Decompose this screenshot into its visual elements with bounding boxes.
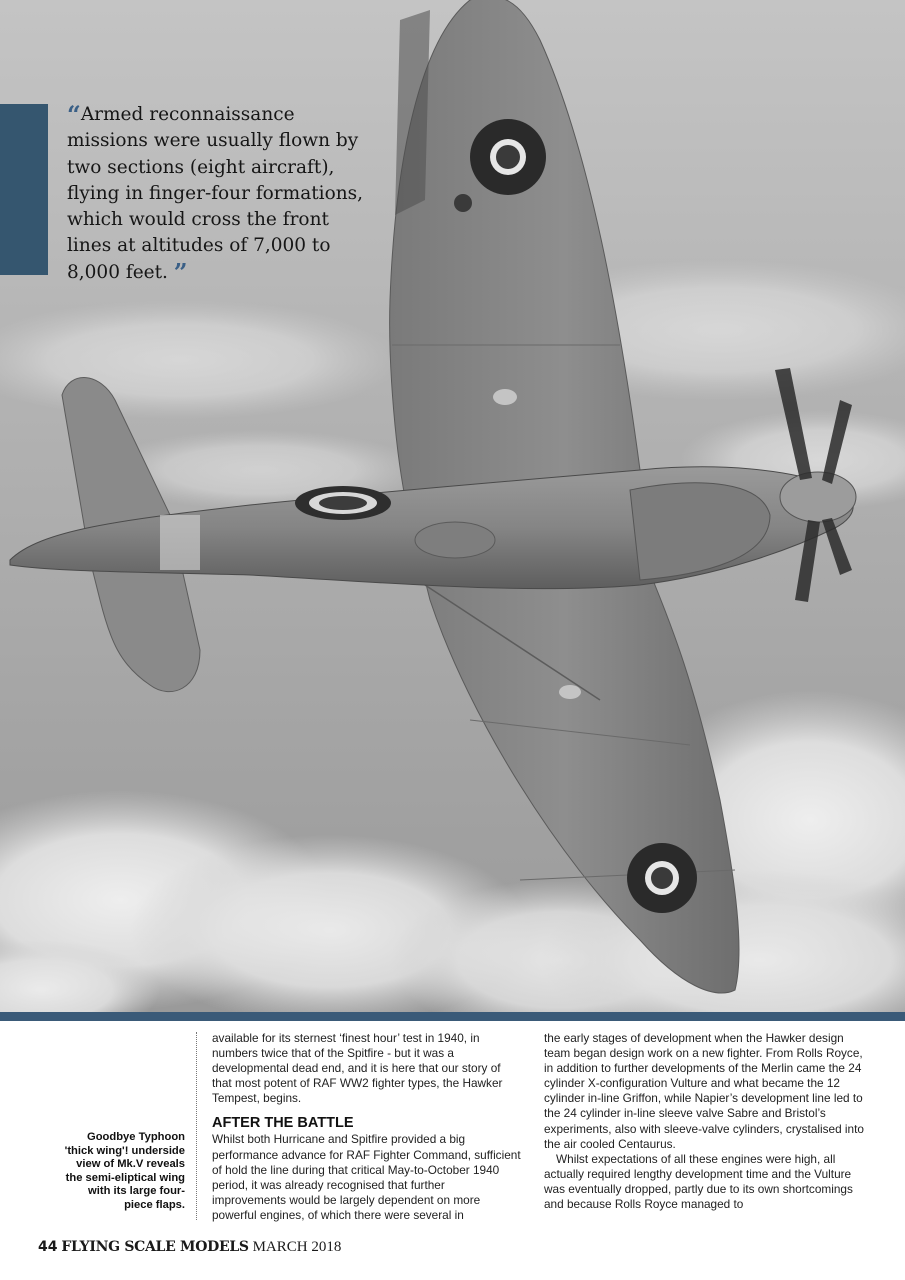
caption-divider [196,1032,197,1220]
open-quote-mark: “ [67,100,81,129]
magazine-title: FLYING SCALE MODELS [61,1239,249,1255]
pullquote [67,102,367,286]
column-2-paragraph-1: the early stages of development when the Hawker design team began design work on a new fighter. From Rolls Royce, in addition to further developments of the Merlin came the 24 cylinder X-configuration Vulture and what became the 12 cylinder in-line Griffon, while Napier’s development line led to the 24 cylinder in-line sleeve valve Sabre and Bristol’s experiments, also with sleeve-valve cylinders, crystalised into the air cooled Centaurus. [544,1031,864,1151]
section-heading: AFTER THE BATTLE [212,1115,354,1132]
pullquote-text: Armed reconnaissance missions were usually flown by two sections (eight aircraft), flying in finger-four formations, which would cross the front lines at altitudes of 7,000 to 8,000 feet. [67,104,363,283]
article-column-2 [544,1031,864,1212]
roundel-lower-wing [627,843,697,913]
page-number: 44 [38,1239,58,1255]
article-column-1 [212,1031,522,1223]
photo-caption: Goodbye Typhoon 'thick wing'! underside view of Mk.V reveals the semi-eliptical wing with its large four-piece flaps. [64,1131,185,1211]
column-1-body: Whilst both Hurricane and Spitfire provided a big performance advance for RAF Fighter Command, sufficient of hold the line during that critical May-to-October 1940 period, it was already recognised that further improvements would be largely dependent on more powerful engines, of which there were several in [212,1132,521,1222]
photo-bottom-rule [0,1012,905,1021]
issue-date: MARCH 2018 [252,1239,342,1255]
column-1-intro: available for its sternest ‘finest hour’ test in 1940, in numbers twice that of the Spitfire - but it was a developmental dead end, and it is here that our story of that most potent of RAF WW2 fighter types, the Hawker Tempest, begins. [212,1031,503,1106]
column-2-paragraph-2: Whilst expectations of all these engines were high, all actually required lengthy development time and the Vulture was eventually dropped, partly due to its own shortcomings and because Rolls Royce managed to [544,1151,853,1212]
pullquote-accent-bar [0,104,48,275]
roundel-upper-wing [470,119,546,195]
roundel-fuselage [295,486,391,520]
close-quote-mark: ” [173,257,188,287]
page-footer [38,1237,341,1256]
